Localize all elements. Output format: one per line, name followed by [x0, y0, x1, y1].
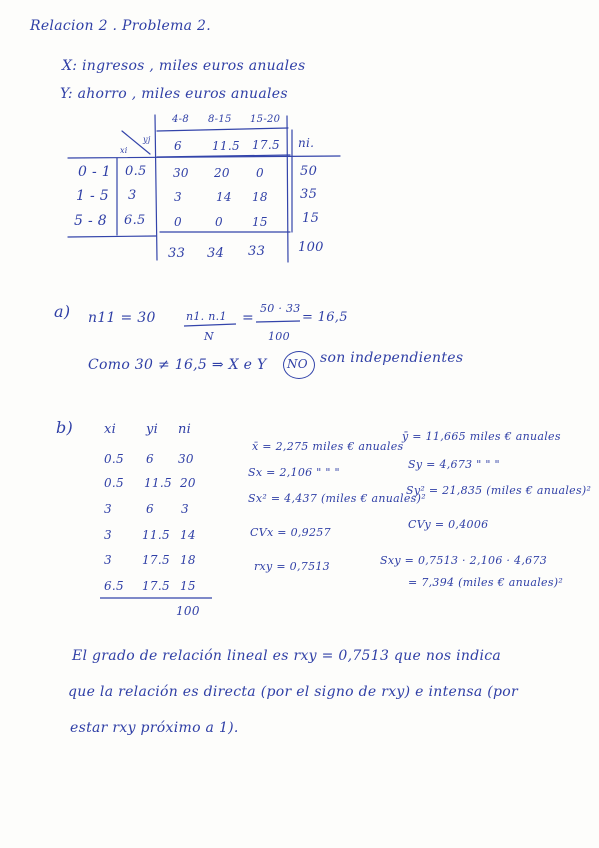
expected-frequency: = 16,5 [302, 310, 348, 325]
cell-1-2: 20 [214, 166, 230, 180]
row-total-1: 50 [300, 164, 318, 179]
b-row-3-y: 6 [146, 502, 154, 516]
cell-2-1: 3 [174, 190, 182, 204]
sy2-value: Sy² = 21,835 (miles € anuales)² [406, 484, 592, 497]
col-total-3: 33 [248, 244, 266, 259]
grand-total: 100 [298, 240, 324, 255]
sxy-formula: Sxy = 0,7513 · 2,106 · 4,673 [380, 554, 548, 567]
cell-2-3: 18 [252, 190, 268, 204]
equals-sign: = [242, 310, 255, 326]
conclusion-line-3: estar rxy próximo a 1). [70, 720, 239, 736]
b-header-yi: yi [146, 422, 159, 437]
b-row-2-n: 20 [180, 476, 196, 490]
row-mark-3: 6.5 [124, 213, 146, 228]
b-row-4-n: 14 [180, 528, 196, 542]
b-row-3-n: 3 [181, 502, 189, 516]
sy-value: Sy = 4,673 " " " [408, 458, 500, 471]
b-row-5-x: 3 [104, 553, 112, 567]
cell-1-3: 0 [256, 166, 264, 180]
col-mark-2: 11.5 [212, 139, 240, 153]
n11-value: n11 = 30 [88, 310, 156, 326]
fraction-right-numerator: 50 · 33 [260, 302, 301, 315]
cell-3-1: 0 [174, 215, 182, 229]
b-row-5-y: 17.5 [142, 553, 170, 567]
col-total-1: 33 [168, 246, 186, 261]
row-mark-1: 0.5 [125, 164, 147, 179]
col-total-2: 34 [207, 246, 225, 261]
row-interval-3: 5 - 8 [74, 213, 107, 229]
xi-corner-label: xi [120, 146, 128, 155]
fraction-left-denominator: N [204, 330, 214, 343]
sxy-result: = 7,394 (miles € anuales)² [408, 576, 564, 589]
yj-corner-label: yj [143, 135, 151, 144]
row-mark-2: 3 [128, 188, 137, 203]
b-total: 100 [176, 604, 200, 618]
sx2-value: Sx² = 4,437 (miles € anuales)² [248, 492, 426, 505]
cell-3-2: 0 [215, 215, 223, 229]
b-row-3-x: 3 [104, 502, 112, 516]
x-mean: x̄ = 2,275 miles € anuales [252, 440, 404, 453]
b-row-1-x: 0.5 [104, 452, 124, 466]
b-row-5-n: 18 [180, 553, 196, 567]
cell-2-2: 14 [216, 190, 232, 204]
b-row-2-x: 0.5 [104, 476, 124, 490]
conclusion-line-2: que la relación es directa (por el signo de rxy) e intensa (por [68, 684, 519, 700]
rxy-value: rxy = 0,7513 [254, 560, 330, 573]
col-mark-3: 17.5 [252, 138, 280, 152]
b-row-1-n: 30 [178, 452, 194, 466]
b-row-1-y: 6 [146, 452, 154, 466]
b-row-2-y: 11.5 [144, 476, 172, 490]
conclusion-line-1: El grado de relación lineal es rxy = 0,7513 que nos indica [72, 648, 502, 664]
sx-value: Sx = 2,106 " " " [248, 466, 340, 479]
cvy-value: CVy = 0,4006 [408, 518, 489, 531]
page-title: Relacion 2 . Problema 2. [30, 18, 212, 34]
row-interval-2: 1 - 5 [76, 188, 109, 204]
y-definition: Y: ahorro , miles euros anuales [60, 86, 288, 102]
cell-1-1: 30 [173, 166, 189, 180]
b-header-ni: ni [178, 422, 192, 437]
b-row-4-x: 3 [104, 528, 112, 542]
row-total-3: 15 [302, 211, 320, 226]
independence-conclusion-right: son independientes [320, 350, 464, 366]
fraction-right-denominator: 100 [268, 330, 290, 343]
b-row-6-n: 15 [180, 579, 196, 593]
row-total-2: 35 [300, 187, 318, 202]
row-interval-1: 0 - 1 [78, 164, 111, 180]
b-row-6-x: 6.5 [104, 579, 124, 593]
no-label: NO [287, 357, 308, 371]
b-row-6-y: 17.5 [142, 579, 170, 593]
cvx-value: CVx = 0,9257 [250, 526, 331, 539]
x-definition: X: ingresos , miles euros anuales [62, 58, 306, 74]
y-mean: ȳ = 11,665 miles € anuales [402, 430, 561, 443]
part-b-label: b) [56, 418, 74, 437]
col-interval-3: 15-20 [250, 114, 281, 125]
col-interval-2: 8-15 [208, 114, 232, 125]
fraction-left-numerator: n1. n.1 [186, 310, 227, 323]
b-row-4-y: 11.5 [142, 528, 170, 542]
col-mark-1: 6 [174, 139, 182, 153]
part-a-label: a) [54, 302, 71, 321]
col-interval-1: 4-8 [172, 114, 190, 125]
cell-3-3: 15 [252, 215, 268, 229]
b-header-xi: xi [104, 422, 117, 437]
independence-conclusion-left: Como 30 ≠ 16,5 ⇒ X e Y [88, 357, 267, 373]
ni-header: ni. [298, 136, 315, 150]
